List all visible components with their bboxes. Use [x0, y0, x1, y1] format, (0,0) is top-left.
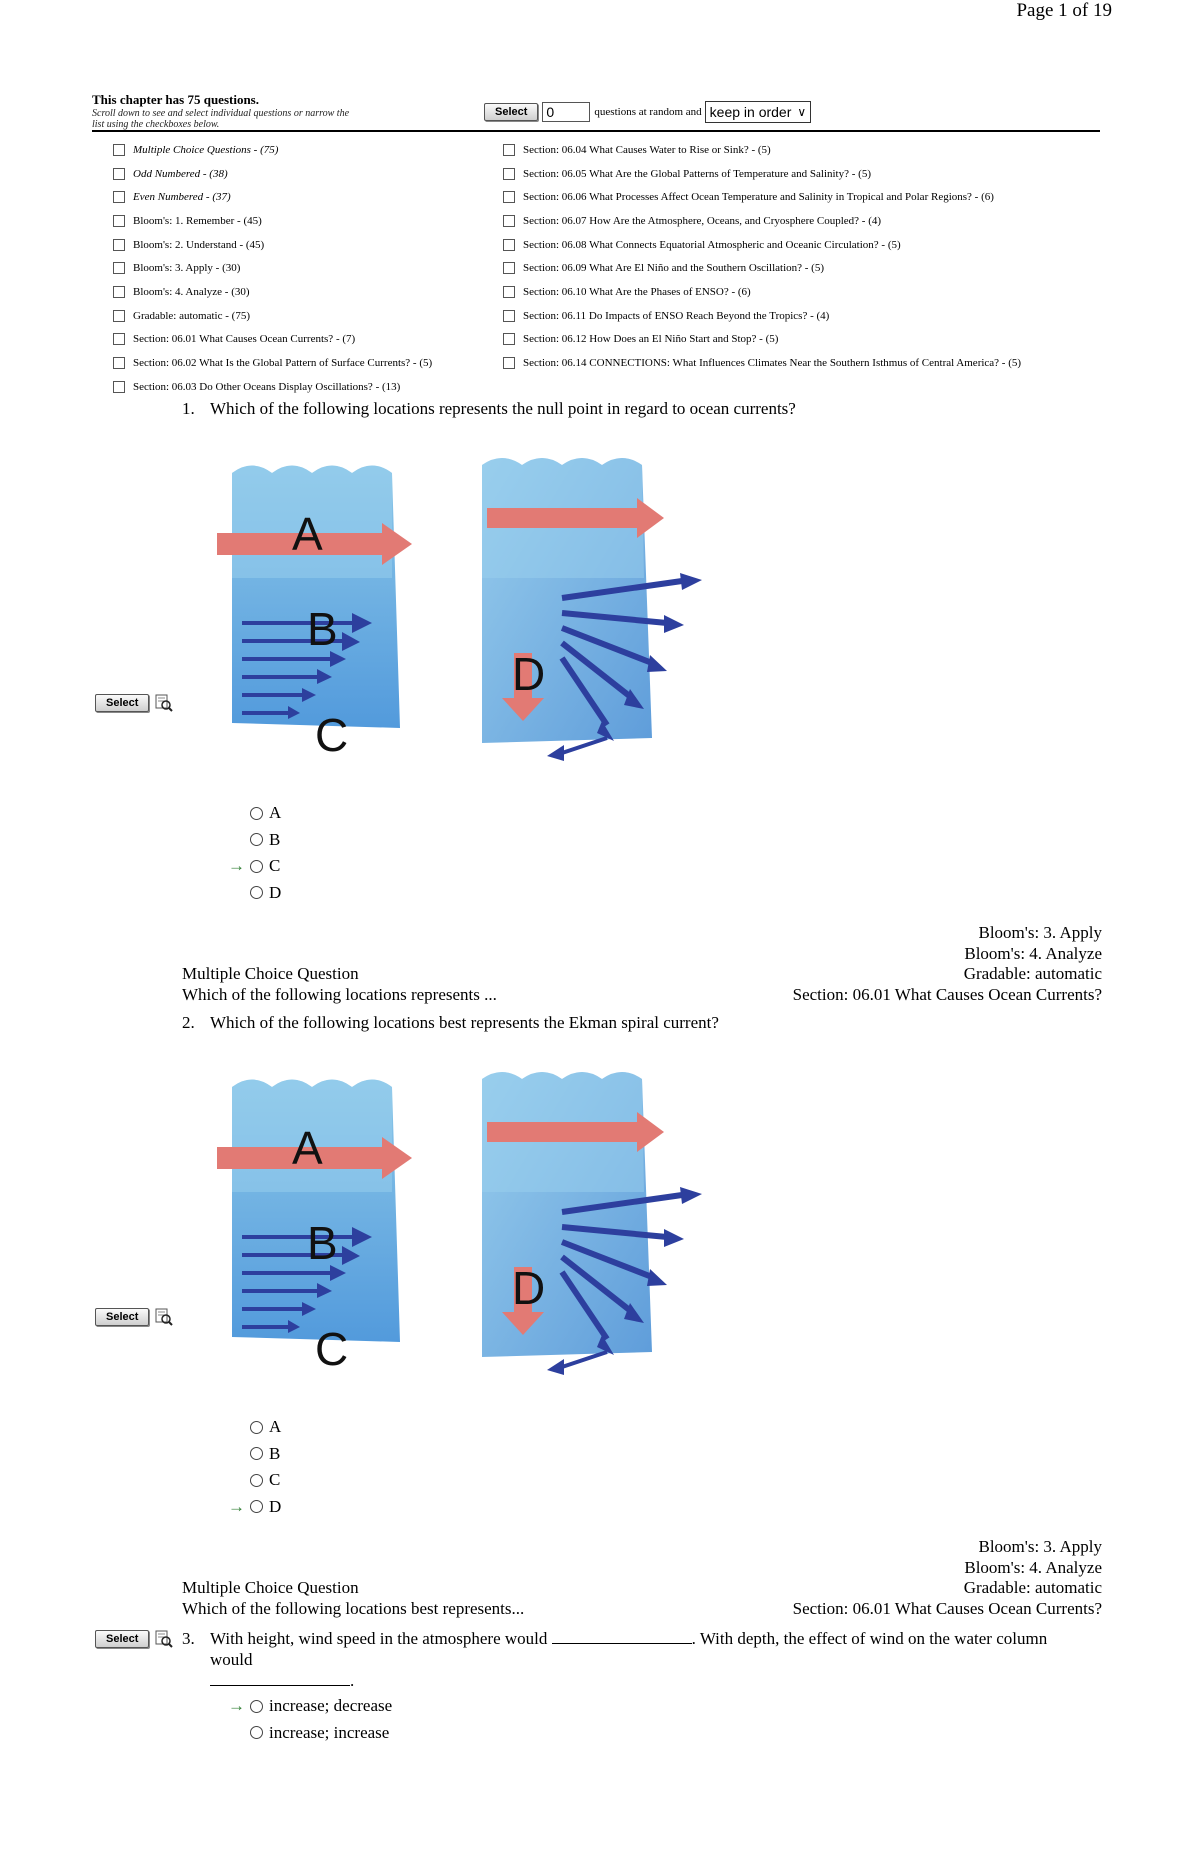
- chapter-title: This chapter has 75 questions.: [92, 92, 259, 107]
- ocean-current-figure: [212, 1067, 722, 1397]
- checkbox[interactable]: [503, 215, 515, 227]
- figure-label-c: C: [315, 1323, 349, 1375]
- page-number: Page 1 of 19: [1016, 0, 1112, 21]
- radio-button[interactable]: [250, 1474, 263, 1487]
- answer-option[interactable]: increase; increase: [250, 1720, 392, 1747]
- radio-button[interactable]: [250, 1700, 263, 1713]
- question-2-tags: Bloom's: 3. Apply Bloom's: 4. Analyze Gradable: automatic Section: 06.01 What Causes Ocean Currents?: [792, 1537, 1102, 1618]
- checkbox[interactable]: [503, 262, 515, 274]
- preview-magnifier-icon[interactable]: [155, 694, 173, 712]
- filter-column-left: [113, 138, 432, 399]
- question-1-text: 1. Which of the following locations represents the null point in regard to ocean currents?: [182, 399, 796, 418]
- filter-item[interactable]: Section: 06.10 What Are the Phases of ENSO? - (6): [503, 280, 1021, 304]
- filter-item[interactable]: Section: 06.12 How Does an El Niño Start and Stop? - (5): [503, 328, 1021, 352]
- question-1-tags: Bloom's: 3. Apply Bloom's: 4. Analyze Gradable: automatic Section: 06.01 What Causes Ocean Currents?: [792, 923, 1102, 1004]
- checkbox[interactable]: [113, 262, 125, 274]
- fill-in-blank: [210, 1671, 350, 1686]
- figure-label-b: B: [307, 603, 338, 655]
- question-2-tools: [95, 1308, 173, 1326]
- checkbox[interactable]: [113, 191, 125, 203]
- answer-option[interactable]: → C: [228, 856, 281, 876]
- fill-in-blank: [552, 1629, 692, 1644]
- filter-item[interactable]: Section: 06.03 Do Other Oceans Display Oscillations? - (13): [113, 375, 432, 399]
- filter-item[interactable]: Section: 06.08 What Connects Equatorial Atmospheric and Oceanic Circulation? - (5): [503, 233, 1021, 257]
- checkbox[interactable]: [503, 239, 515, 251]
- answer-option[interactable]: A: [250, 1414, 281, 1441]
- figure-label-c: C: [315, 709, 349, 761]
- select-question-button[interactable]: Select: [95, 1308, 149, 1326]
- filter-item[interactable]: Even Numbered - (37): [113, 185, 432, 209]
- radio-button[interactable]: [250, 1726, 263, 1739]
- figure-label-b: B: [307, 1217, 338, 1269]
- question-1-choices: [228, 800, 282, 906]
- filter-item[interactable]: Bloom's: 1. Remember - (45): [113, 209, 432, 233]
- question-2-text: 2. Which of the following locations best represents the Ekman spiral current?: [182, 1013, 719, 1032]
- chapter-instructions: Scroll down to see and select individual questions or narrow the list using the checkboxes below.: [92, 108, 350, 130]
- question-3-text: 3. With height, wind speed in the atmosphere would . With depth, the effect of wind on the water column would .: [182, 1629, 1048, 1690]
- filter-item[interactable]: Section: 06.11 Do Impacts of ENSO Reach Beyond the Tropics? - (4): [503, 304, 1021, 328]
- answer-option[interactable]: D: [250, 880, 281, 907]
- figure-label-d: D: [512, 648, 546, 700]
- answer-option[interactable]: A: [250, 800, 281, 827]
- checkbox[interactable]: [113, 381, 125, 393]
- filter-item[interactable]: Section: 06.14 CONNECTIONS: What Influences Climates Near the Southern Isthmus of Central America? - (5): [503, 351, 1021, 375]
- filter-column-right: [503, 138, 1021, 375]
- radio-button[interactable]: [250, 807, 263, 820]
- filter-item[interactable]: Bloom's: 2. Understand - (45): [113, 233, 432, 257]
- filter-item[interactable]: Bloom's: 3. Apply - (30): [113, 256, 432, 280]
- question-1-meta: Multiple Choice Question Which of the following locations represents ...: [182, 964, 497, 1004]
- filter-item[interactable]: Odd Numbered - (38): [113, 162, 432, 186]
- radio-button[interactable]: [250, 886, 263, 899]
- checkbox[interactable]: [113, 333, 125, 345]
- question-2-meta: Multiple Choice Question Which of the following locations best represents...: [182, 1578, 525, 1618]
- filter-item[interactable]: Section: 06.04 What Causes Water to Rise or Sink? - (5): [503, 138, 1021, 162]
- preview-magnifier-icon[interactable]: [155, 1308, 173, 1326]
- checkbox[interactable]: [503, 168, 515, 180]
- order-select[interactable]: [705, 101, 812, 123]
- filter-item[interactable]: Bloom's: 4. Analyze - (30): [113, 280, 432, 304]
- correct-answer-arrow-icon: →: [228, 856, 245, 876]
- radio-button[interactable]: [250, 833, 263, 846]
- filter-item[interactable]: Section: 06.06 What Processes Affect Ocean Temperature and Salinity in Tropical and Polar Regions? - (6): [503, 185, 1021, 209]
- checkbox[interactable]: [503, 286, 515, 298]
- radio-button[interactable]: [250, 860, 263, 873]
- random-count-input[interactable]: 0: [542, 102, 590, 122]
- filter-item[interactable]: Section: 06.02 What Is the Global Pattern of Surface Currents? - (5): [113, 351, 432, 375]
- answer-option[interactable]: → increase; decrease: [228, 1696, 393, 1716]
- checkbox[interactable]: [113, 168, 125, 180]
- select-random-button[interactable]: Select: [484, 103, 538, 121]
- checkbox[interactable]: [503, 310, 515, 322]
- filter-item[interactable]: Section: 06.09 What Are El Niño and the Southern Oscillation? - (5): [503, 256, 1021, 280]
- question-1-tools: [95, 694, 173, 712]
- select-question-button[interactable]: Select: [95, 694, 149, 712]
- select-question-button[interactable]: Select: [95, 1630, 149, 1648]
- radio-button[interactable]: [250, 1421, 263, 1434]
- checkbox[interactable]: [113, 310, 125, 322]
- checkbox[interactable]: [503, 144, 515, 156]
- question-3-choices: [228, 1693, 393, 1746]
- answer-option[interactable]: C: [250, 1467, 281, 1494]
- order-select-value: keep in order: [709, 104, 792, 120]
- chevron-down-icon: ∨: [797, 105, 807, 119]
- checkbox[interactable]: [503, 333, 515, 345]
- question-2-choices: [228, 1414, 282, 1520]
- correct-answer-arrow-icon: →: [228, 1696, 245, 1716]
- checkbox[interactable]: [113, 215, 125, 227]
- answer-option[interactable]: → D: [228, 1496, 282, 1516]
- checkbox[interactable]: [113, 357, 125, 369]
- answer-option[interactable]: B: [250, 1441, 281, 1468]
- figure-label-d: D: [512, 1262, 546, 1314]
- checkbox[interactable]: [113, 286, 125, 298]
- checkbox[interactable]: [113, 239, 125, 251]
- filter-item[interactable]: Section: 06.05 What Are the Global Patterns of Temperature and Salinity? - (5): [503, 162, 1021, 186]
- filter-item[interactable]: Multiple Choice Questions - (75): [113, 138, 432, 162]
- question-3-tools: [95, 1630, 173, 1648]
- radio-button[interactable]: [250, 1500, 263, 1513]
- checkbox[interactable]: [113, 144, 125, 156]
- preview-magnifier-icon[interactable]: [155, 1630, 173, 1648]
- checkbox[interactable]: [503, 357, 515, 369]
- radio-button[interactable]: [250, 1447, 263, 1460]
- filter-item[interactable]: Gradable: automatic - (75): [113, 304, 432, 328]
- filter-item[interactable]: Section: 06.01 What Causes Ocean Currents? - (7): [113, 328, 432, 352]
- filter-item[interactable]: Section: 06.07 How Are the Atmosphere, Oceans, and Cryosphere Coupled? - (4): [503, 209, 1021, 233]
- random-text: questions at random and: [594, 106, 702, 118]
- correct-answer-arrow-icon: →: [228, 1496, 245, 1516]
- checkbox[interactable]: [503, 191, 515, 203]
- ocean-current-figure: [212, 453, 722, 783]
- figure-label-a: A: [292, 508, 323, 560]
- answer-option[interactable]: B: [250, 827, 281, 854]
- header-divider: [92, 130, 1100, 132]
- figure-label-a: A: [292, 1122, 323, 1174]
